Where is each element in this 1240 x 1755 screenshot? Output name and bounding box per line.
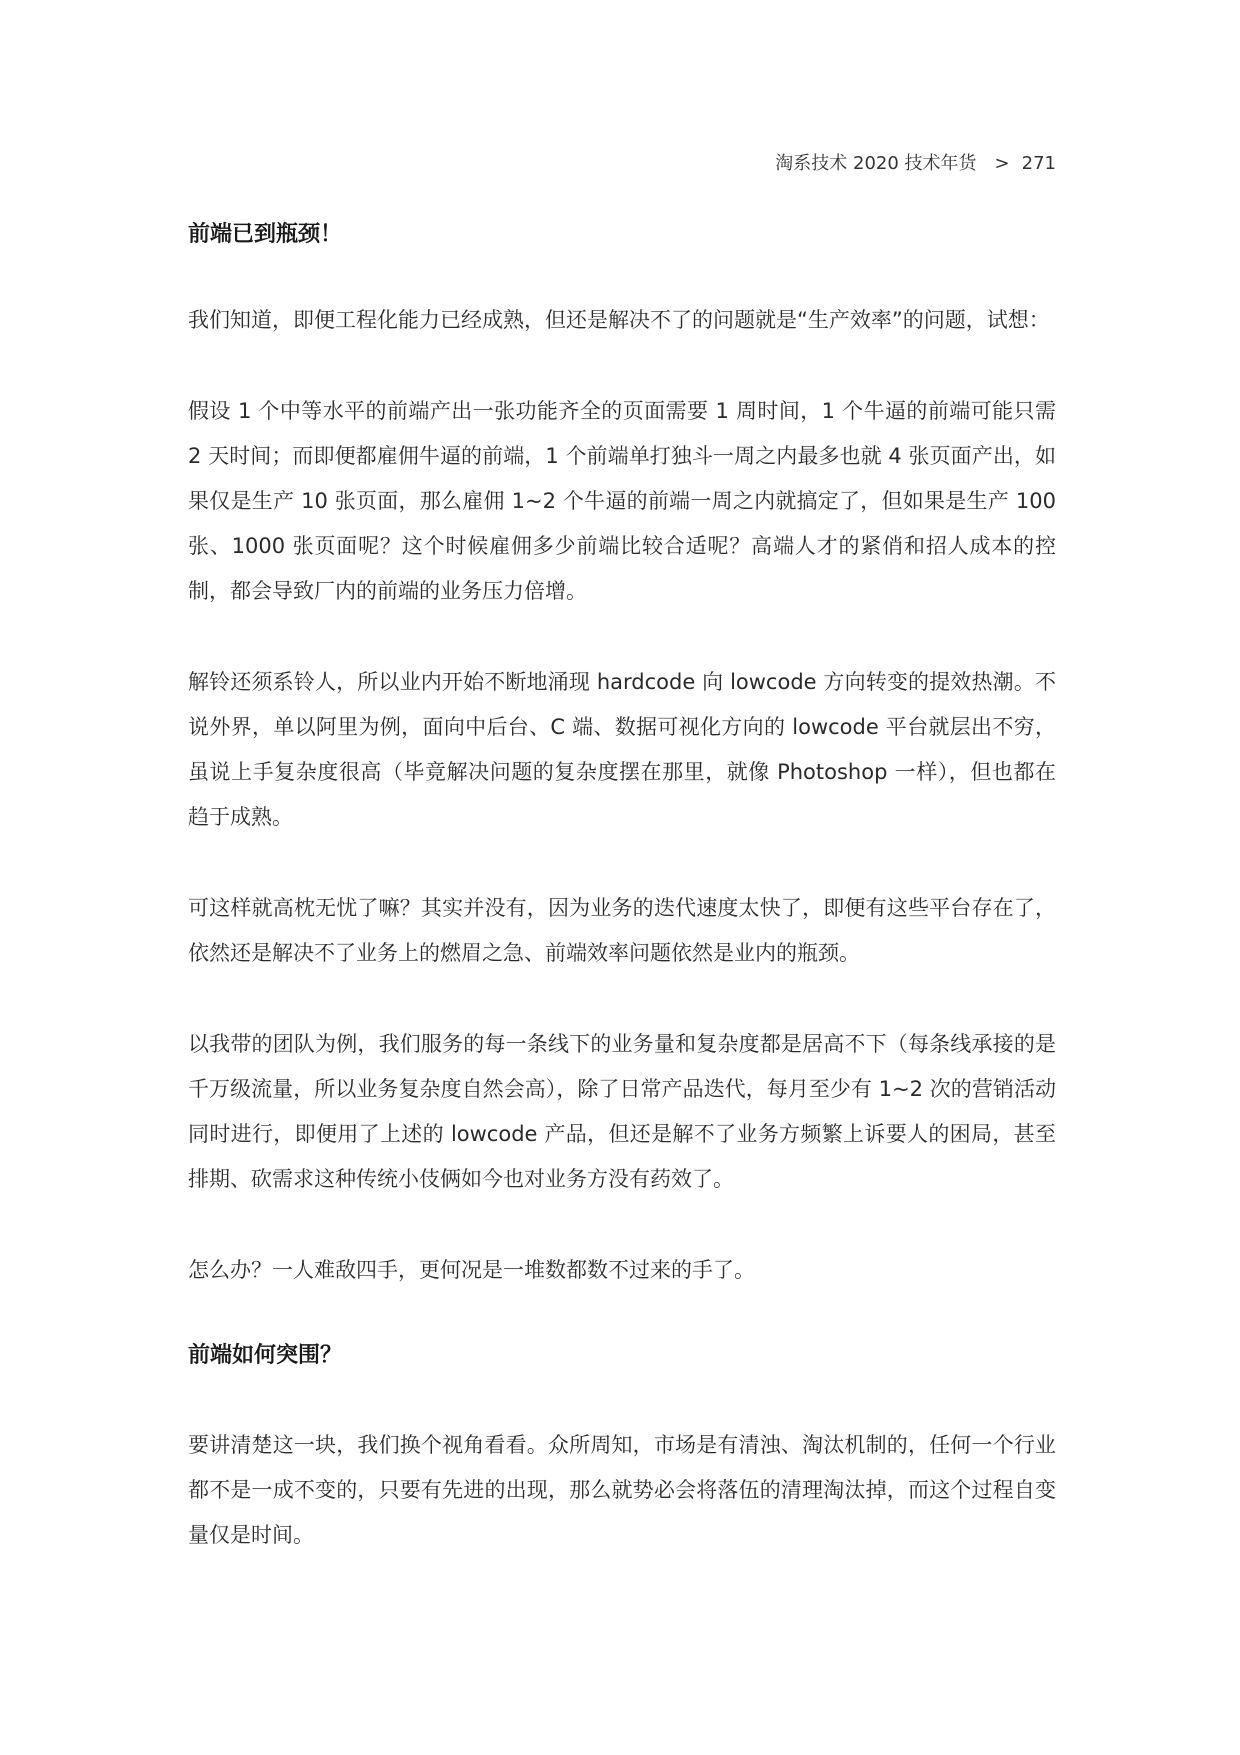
document-page <box>188 0 1056 1755</box>
paragraph: 我们知道，即便工程化能力已经成熟，但还是解决不了的问题就是“生产效率”的问题，试想： <box>188 308 1050 332</box>
paragraph: 怎么办？一人难敌四手，更何况是一堆数都数不过来的手了。 <box>188 1258 755 1282</box>
section-heading: 前端如何突围？ <box>188 1343 343 1368</box>
book-title: 淘系技术 2020 技术年货 <box>775 153 977 174</box>
section-heading: 前端已到瓶颈！ <box>188 222 343 247</box>
running-header <box>775 150 1056 178</box>
paragraph: 假设 1 个中等水平的前端产出一张功能齐全的页面需要 1 周时间，1 个牛逼的前端可能只需 2 天时间；而即便都雇佣牛逼的前端，1 个前端单打独斗一周之内最多也就 4 张页面产出，如果仅是生产 10 张页面，那么雇佣 1~2 个牛逼的前端一周之内就搞定了，但如果是生产 100 张、1000 张页面呢？这个时候雇佣多少前端比较合适呢？高端人才的紧俏和招人成本的控制，都会导致厂内的前端的业务压力倍增。 <box>188 399 1056 603</box>
paragraph: 解铃还须系铃人，所以业内开始不断地涌现 hardcode 向 lowcode 方向转变的提效热潮。不说外界，单以阿里为例，面向中后台、C 端、数据可视化方向的 lowcode 平台就层出不穷，虽说上手复杂度很高（毕竟解决问题的复杂度摆在那里，就像 Photoshop 一样），但也都在趋于成熟。 <box>188 670 1056 829</box>
paragraph: 要讲清楚这一块，我们换个视角看看。众所周知，市场是有清浊、淘汰机制的，任何一个行业都不是一成不变的，只要有先进的出现，那么就势必会将落伍的清理淘汰掉，而这个过程自变量仅是时间。 <box>188 1433 1056 1547</box>
paragraph: 以我带的团队为例，我们服务的每一条线下的业务量和复杂度都是居高不下（每条线承接的是千万级流量，所以业务复杂度自然会高），除了日常产品迭代，每月至少有 1~2 次的营销活动同时进行，即便用了上述的 lowcode 产品，但还是解不了业务方频繁上诉要人的困局，甚至排期、砍需求这种传统小伎俩如今也对业务方没有药效了。 <box>188 1032 1056 1191</box>
document-body <box>188 218 1056 1558</box>
page-number: 271 <box>1021 153 1056 174</box>
header-separator: > <box>994 153 1010 174</box>
paragraph: 可这样就高枕无忧了嘛？其实并没有，因为业务的迭代速度太快了，即便有这些平台存在了，依然还是解决不了业务上的燃眉之急、前端效率问题依然是业内的瓶颈。 <box>188 896 1056 965</box>
